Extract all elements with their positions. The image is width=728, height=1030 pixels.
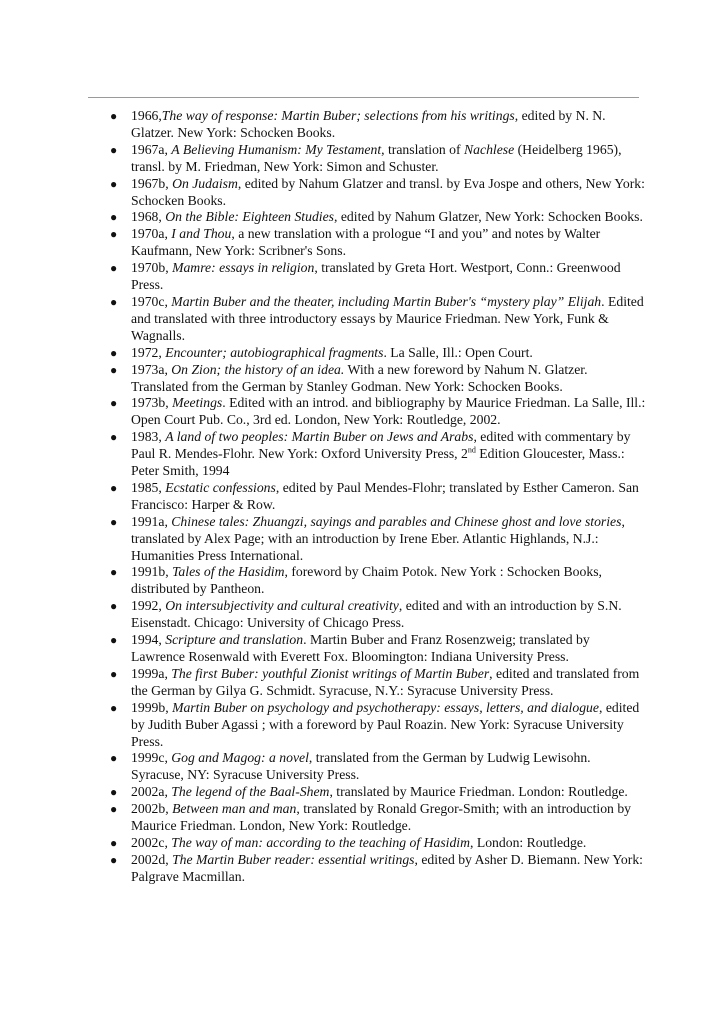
bibliography-entry: ● 2002a, The legend of the Baal-Shem, translated by Maurice Friedman. London: Routledge. bbox=[110, 784, 628, 800]
bullet-icon: ● bbox=[110, 514, 118, 529]
bullet-icon: ● bbox=[110, 852, 118, 867]
bullet-icon: ● bbox=[110, 666, 118, 681]
bibliography-list bbox=[110, 108, 646, 886]
bullet-icon: ● bbox=[110, 835, 118, 850]
bibliography-entry: ● 1967b, On Judaism, edited by Nahum Glatzer and transl. by Eva Jospe and others, New York: Schocken Books. bbox=[110, 175, 645, 208]
bullet-icon: ● bbox=[110, 599, 118, 614]
bibliography-entry: ● 1991b, Tales of the Hasidim, foreword by Chaim Potok. New York : Schocken Books, distributed by Pantheon. bbox=[110, 564, 602, 597]
bibliography-entry: ● 1970b, Mamre: essays in religion, translated by Greta Hort. Westport, Conn.: Greenwood Press. bbox=[110, 260, 621, 293]
bibliography-entry: ● 1999b, Martin Buber on psychology and psychotherapy: essays, letters, and dialogue, edited by Judith Buber Agassi ; with a foreword by Paul Roazin. New York: Syracuse University Press. bbox=[110, 699, 640, 749]
bullet-icon: ● bbox=[110, 633, 118, 648]
bullet-icon: ● bbox=[110, 294, 118, 309]
bibliography-entry: ● 1999c, Gog and Magog: a novel, translated from the German by Ludwig Lewisohn. Syracuse, NY: Syracuse University Press. bbox=[110, 750, 591, 783]
bibliography-entry: ● 1991a, Chinese tales: Zhuangzi, sayings and parables and Chinese ghost and love stories, translated by Alex Page; with an introduction by Irene Eber. Atlantic Highlands, N.J.: Humanities Press International. bbox=[110, 513, 625, 563]
bullet-icon: ● bbox=[110, 802, 118, 817]
bibliography-entry: ● 2002d, The Martin Buber reader: essential writings, edited by Asher D. Biemann. New York: Palgrave Macmillan. bbox=[110, 851, 643, 884]
bibliography-entry: ● 1972, Encounter; autobiographical fragments. La Salle, Ill.: Open Court. bbox=[110, 344, 533, 360]
bibliography-entry: ● 1967a, A Believing Humanism: My Testament, translation of Nachlese (Heidelberg 1965), transl. by M. Friedman, New York: Simon and Schuster. bbox=[110, 141, 622, 174]
bullet-icon: ● bbox=[110, 396, 118, 411]
bibliography-entry: ● 1966,The way of response: Martin Buber; selections from his writings, edited by N. N. Glatzer. New York: Schocken Books. bbox=[110, 108, 606, 140]
bullet-icon: ● bbox=[110, 480, 118, 495]
bullet-icon: ● bbox=[110, 700, 118, 715]
bullet-icon: ● bbox=[110, 751, 118, 766]
bibliography-entry: ● 1973b, Meetings. Edited with an introd. and bibliography by Maurice Friedman. La Salle, Ill.: Open Court Pub. Co., 3rd ed. London, New York: Routledge, 2002. bbox=[110, 395, 646, 428]
bullet-icon: ● bbox=[110, 430, 118, 445]
bullet-icon: ● bbox=[110, 261, 118, 276]
bibliography-entry: ● 1973a, On Zion; the history of an idea. With a new foreword by Nahum N. Glatzer. Translated from the German by Stanley Godman. New York: Schocken Books. bbox=[110, 361, 588, 394]
bullet-icon: ● bbox=[110, 227, 118, 242]
bullet-icon: ● bbox=[110, 176, 118, 191]
bibliography-entry: ● 1970c, Martin Buber and the theater, including Martin Buber's “mystery play” Elijah. Edited and translated with three introductory essays by Maurice Friedman. New York, Funk & Wagnalls. bbox=[110, 293, 644, 343]
bibliography-entry: ● 1983, A land of two peoples: Martin Buber on Jews and Arabs, edited with commentary by Paul R. Mendes-Flohr. New York: Oxford University Press, 2nd Edition Gloucester, Mass.: Peter Smith, 1994 bbox=[110, 429, 631, 479]
bibliography-entry: ● 1994, Scripture and translation. Martin Buber and Franz Rosenzweig; translated by Lawrence Rosenwald with Everett Fox. Bloomington: Indiana University Press. bbox=[110, 632, 590, 664]
bullet-icon: ● bbox=[110, 362, 118, 377]
bullet-icon: ● bbox=[110, 210, 118, 225]
header-rule bbox=[88, 97, 639, 98]
bibliography-entry: ● 1985, Ecstatic confessions, edited by Paul Mendes-Flohr; translated by Esther Cameron. San Francisco: Harper & Row. bbox=[110, 479, 639, 512]
bibliography-entry: ● 1970a, I and Thou, a new translation with a prologue “I and you” and notes by Walter Kaufmann, New York: Scribner's Sons. bbox=[110, 226, 601, 259]
bullet-icon: ● bbox=[110, 785, 118, 800]
bullet-icon: ● bbox=[110, 345, 118, 360]
bibliography-entry: ● 2002b, Between man and man, translated by Ronald Gregor-Smith; with an introduction by Maurice Friedman. London, New York: Routledge. bbox=[110, 801, 632, 834]
bullet-icon: ● bbox=[110, 565, 118, 580]
bibliography-entry: ● 2002c, The way of man: according to the teaching of Hasidim, London: Routledge. bbox=[110, 834, 587, 850]
bibliography-entry: ● 1968, On the Bible: Eighteen Studies, edited by Nahum Glatzer, New York: Schocken Books. bbox=[110, 209, 643, 225]
bibliography-entry: ● 1999a, The first Buber: youthful Zionist writings of Martin Buber, edited and translated from the German by Gilya G. Schmidt. Syracuse, N.Y.: Syracuse University Press. bbox=[110, 665, 640, 698]
bullet-icon: ● bbox=[110, 109, 118, 123]
bullet-icon: ● bbox=[110, 142, 118, 157]
bibliography-entry: ● 1992, On intersubjectivity and cultural creativity, edited and with an introduction by S.N. Eisenstadt. Chicago: University of Chicago Press. bbox=[110, 598, 622, 631]
